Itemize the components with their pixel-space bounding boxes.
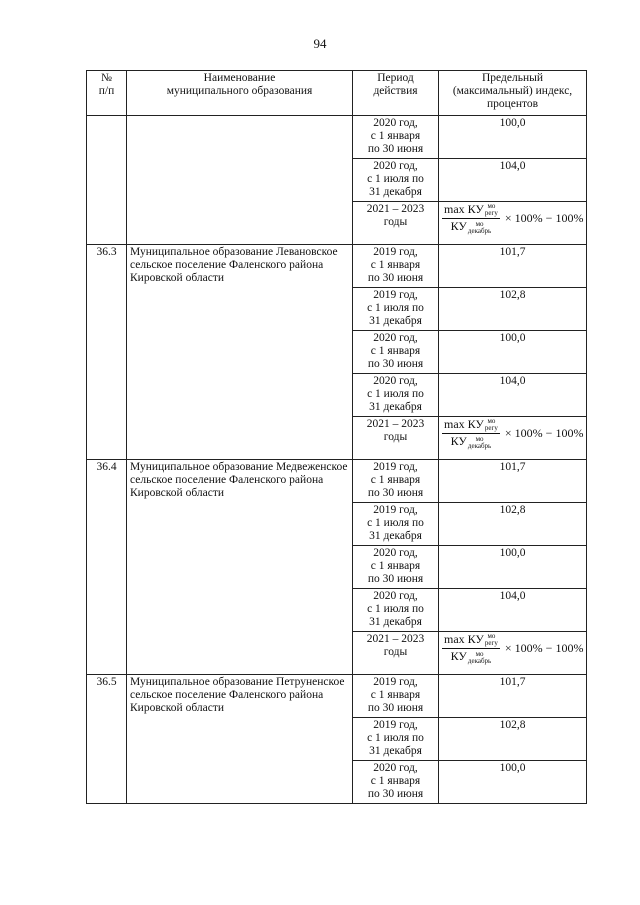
row-number: 36.4 xyxy=(87,460,127,675)
period-cell: 2019 год, с 1 июля по 31 декабря xyxy=(353,288,439,331)
formula-den-sub: декабрь xyxy=(467,441,492,450)
formula-den-sup: мо xyxy=(475,649,484,658)
index-value: 100,0 xyxy=(439,546,587,589)
formula-num-sub: регу xyxy=(484,424,498,433)
formula-den-scripts xyxy=(468,436,491,450)
period-cell: 2021 – 2023 годы xyxy=(353,632,439,675)
period-cell: 2020 год, с 1 января по 30 июня xyxy=(353,331,439,374)
row-number: 36.3 xyxy=(87,245,127,460)
formula-den-sub: декабрь xyxy=(467,656,492,665)
formula-denominator xyxy=(449,219,494,234)
table-body xyxy=(87,116,587,804)
period-cell: 2020 год, с 1 января по 30 июня xyxy=(353,546,439,589)
index-value: 104,0 xyxy=(439,374,587,417)
period-cell: 2020 год, с 1 января по 30 июня xyxy=(353,116,439,159)
formula-fraction xyxy=(442,203,500,235)
period-cell: 2020 год, с 1 января по 30 июня xyxy=(353,761,439,804)
formula-den-text: КУ xyxy=(450,649,467,664)
index-value: 102,8 xyxy=(439,503,587,546)
municipality-name xyxy=(127,116,353,245)
table-row xyxy=(87,675,587,718)
formula-tail: × 100% − 100% xyxy=(504,426,584,441)
formula-num-sup: мо xyxy=(487,417,496,426)
header-num: № п/п xyxy=(87,71,127,116)
formula-den-sup: мо xyxy=(475,219,484,228)
period-cell: 2019 год, с 1 января по 30 июня xyxy=(353,675,439,718)
formula-fraction xyxy=(442,633,500,665)
formula-num-scripts xyxy=(485,203,498,217)
index-value: 102,8 xyxy=(439,288,587,331)
page-number: 94 xyxy=(313,36,327,51)
formula-den-sup: мо xyxy=(475,434,484,443)
formula-den-scripts xyxy=(468,221,491,235)
header-index: Предельный (максимальный) индекс, процентов xyxy=(439,71,587,116)
formula-numerator xyxy=(442,418,500,434)
index-formula xyxy=(442,418,583,450)
period-cell: 2019 год, с 1 июля по 31 декабря xyxy=(353,503,439,546)
formula-num-sub: регу xyxy=(484,639,498,648)
row-number xyxy=(87,116,127,245)
formula-numerator xyxy=(442,203,500,219)
index-formula-cell xyxy=(439,202,587,245)
formula-num-text: max КУ xyxy=(444,417,484,431)
index-value: 100,0 xyxy=(439,116,587,159)
period-cell: 2019 год, с 1 января по 30 июня xyxy=(353,460,439,503)
index-value: 102,8 xyxy=(439,718,587,761)
formula-num-sub: регу xyxy=(484,209,498,218)
formula-tail: × 100% − 100% xyxy=(504,211,584,226)
index-formula xyxy=(442,633,583,665)
index-value: 104,0 xyxy=(439,589,587,632)
formula-den-text: КУ xyxy=(450,434,467,449)
table-row xyxy=(87,245,587,288)
formula-den-text: КУ xyxy=(450,219,467,234)
index-formula-cell xyxy=(439,417,587,460)
formula-denominator xyxy=(449,434,494,449)
formula-fraction xyxy=(442,418,500,450)
period-cell: 2020 год, с 1 июля по 31 декабря xyxy=(353,159,439,202)
header-name: Наименование муниципального образования xyxy=(127,71,353,116)
table-row xyxy=(87,116,587,159)
period-cell: 2019 год, с 1 июля по 31 декабря xyxy=(353,718,439,761)
table-header-row xyxy=(87,71,587,116)
period-cell: 2020 год, с 1 июля по 31 декабря xyxy=(353,374,439,417)
formula-denominator xyxy=(449,649,494,664)
period-cell: 2019 год, с 1 января по 30 июня xyxy=(353,245,439,288)
formula-num-sup: мо xyxy=(487,202,496,211)
municipality-name: Муниципальное образование Петруненское сельское поселение Фаленского района Кировской области xyxy=(127,675,353,804)
period-cell: 2021 – 2023 годы xyxy=(353,417,439,460)
formula-den-scripts xyxy=(468,651,491,665)
table-row xyxy=(87,460,587,503)
formula-numerator xyxy=(442,633,500,649)
index-formula-cell xyxy=(439,632,587,675)
municipality-name: Муниципальное образование Медвеженское сельское поселение Фаленского района Кировской области xyxy=(127,460,353,675)
period-cell: 2020 год, с 1 июля по 31 декабря xyxy=(353,589,439,632)
index-value: 100,0 xyxy=(439,761,587,804)
formula-num-scripts xyxy=(485,418,498,432)
index-value: 101,7 xyxy=(439,245,587,288)
formula-num-sup: мо xyxy=(487,632,496,641)
index-value: 101,7 xyxy=(439,675,587,718)
row-number: 36.5 xyxy=(87,675,127,804)
municipality-name: Муниципальное образование Левановское сельское поселение Фаленского района Кировской области xyxy=(127,245,353,460)
index-value: 100,0 xyxy=(439,331,587,374)
tariff-index-table xyxy=(86,70,587,804)
index-value: 101,7 xyxy=(439,460,587,503)
formula-num-scripts xyxy=(485,633,498,647)
index-value: 104,0 xyxy=(439,159,587,202)
formula-num-text: max КУ xyxy=(444,632,484,646)
header-period: Период действия xyxy=(353,71,439,116)
formula-num-text: max КУ xyxy=(444,202,484,216)
index-formula xyxy=(442,203,583,235)
formula-den-sub: декабрь xyxy=(467,226,492,235)
formula-tail: × 100% − 100% xyxy=(504,641,584,656)
period-cell: 2021 – 2023 годы xyxy=(353,202,439,245)
